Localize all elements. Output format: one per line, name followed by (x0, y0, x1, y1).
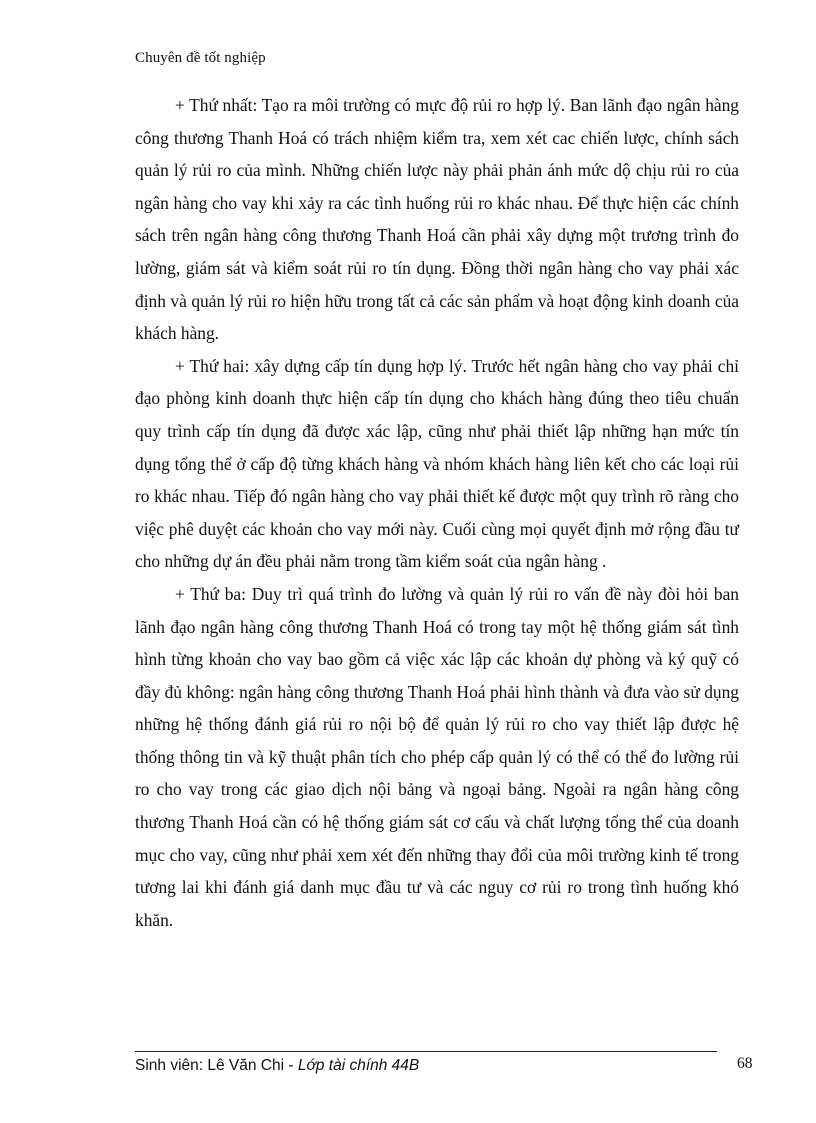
footer-divider (135, 1051, 717, 1052)
document-body (135, 89, 739, 936)
footer-student-name: Sinh viên: Lê Văn Chi (135, 1057, 285, 1074)
footer-student-info (135, 1057, 419, 1075)
paragraph-second: + Thứ hai: xây dựng cấp tín dụng hợp lý. Trước hết ngân hàng cho vay phải chỉ đạo phòng kinh doanh thực hiện cấp tín dụng cho khách hàng đúng theo tiêu chuẩn quy trình cấp tín dụng đã được xác lập, cũng như phải thiết lập những hạn mức tín dụng tổng thể ở cấp độ từng khách hàng và nhóm khách hàng liên kết cho các loại rủi ro khác nhau. Tiếp đó ngân hàng cho vay phải thiết kế được một quy trình rõ ràng cho việc phê duyệt các khoản cho vay mới này. Cuối cùng mọi quyết định mở rộng đầu tư cho những dự án đều phải nằm trong tầm kiểm soát của ngân hàng . (135, 355, 739, 572)
paragraph-first: + Thứ nhất: Tạo ra môi trường có mực độ rủi ro hợp lý. Ban lãnh đạo ngân hàng công thương Thanh Hoá có trách nhiệm kiểm tra, xem xét cac chiến lược, chính sách quản lý rủi ro của mình. Những chiến lược này phải phản ánh mức dộ chịu rủi ro của ngân hàng cho vay khi xảy ra các tình huống rủi ro khác nhau. Để thực hiện các chính sách trên ngân hàng công thương Thanh Hoá cần phải xây dựng một trương trình đo lường, giám sát và kiểm soát rủi ro tín dụng. Đồng thời ngân hàng cho vay phải xác định và quản lý rủi ro hiện hữu trong tất cả các sản phẩm và hoạt động kinh doanh của khách hàng. (135, 95, 739, 344)
page-header-title: Chuyên đề tốt nghiệp (135, 50, 266, 66)
paragraph-third: + Thứ ba: Duy trì quá trình đo lường và quản lý rủi ro vấn đề này đòi hỏi ban lãnh đạo ngân hàng công thương Thanh Hoá có trong tay một hệ thống giám sát tình hình từng khoản cho vay bao gồm cả việc xác lập các khoản dự phòng và ký quỹ có đầy đủ không: ngân hàng công thương Thanh Hoá phải hình thành và đưa vào sử dụng những hệ thống đánh giá rủi ro nội bộ để quản lý rủi ro cho vay thiết lập được hệ thống thông tin và kỹ thuật phân tích cho phép cấp quản lý có thể có thể đo lường rủi ro cho vay trong các giao dịch nội bảng và ngoại bảng. Ngoài ra ngân hàng công thương Thanh Hoá cần có hệ thống giám sát cơ cấu và chất lượng tổng thể của doanh mục cho vay, cũng như phải xem xét đến những thay đổi của môi trường kinh tế trong tương lai khi đánh giá danh mục đầu tư và các nguy cơ rủi ro trong tình huống khó khăn. (135, 583, 739, 930)
footer-class-name: Lớp tài chính 44B (297, 1057, 420, 1074)
footer-separator: - (284, 1057, 298, 1074)
page-number: 68 (737, 1055, 753, 1072)
